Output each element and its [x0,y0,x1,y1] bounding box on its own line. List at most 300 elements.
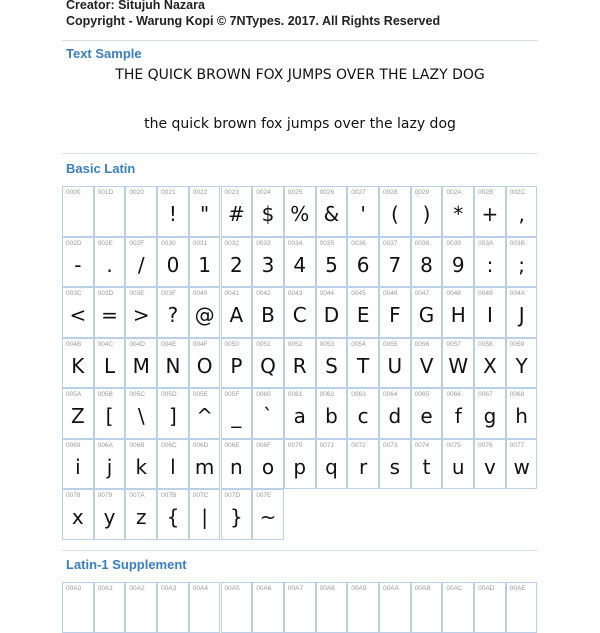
glyph-code: 00A2 [129,585,145,592]
glyph-char: M [132,353,150,378]
glyph-code: 0028 [383,189,398,196]
glyph-cell [474,237,506,288]
glyph-cell [506,237,538,288]
sample-lowercase: the quick brown fox jumps over the lazy dog [144,116,456,132]
glyph-code: 007B [161,492,177,499]
glyph-code: 002C [509,189,526,196]
glyph-char: ) [422,202,431,226]
glyph-cell [474,388,506,439]
section-title-latin1: Latin-1 Supplement [66,557,187,572]
glyph-cell [221,489,253,540]
glyph-char: G [418,303,435,327]
glyph-cell [62,582,94,633]
glyph-code: 0057 [446,340,461,348]
glyph-cell [94,582,126,633]
glyph-code: 0062 [319,391,335,398]
glyph-cell [94,237,126,288]
glyph-code: 0023 [224,189,239,196]
glyph-cell [347,582,379,633]
glyph-cell [347,388,379,439]
glyph-char: [ [105,404,114,428]
glyph-char: F [389,303,401,327]
glyph-code: 0027 [351,189,366,196]
glyph-cell [157,338,189,389]
glyph-cell [125,186,157,237]
glyph-code: 0058 [478,340,493,348]
glyph-char: N [165,353,181,378]
glyph-code: 004E [161,340,177,348]
glyph-cell [316,338,348,389]
section-title-text-sample: Text Sample [66,46,142,61]
glyph-char: w [513,454,530,479]
glyph-code: 0059 [509,340,525,348]
glyph-code: 0025 [287,189,303,196]
glyph-char: $ [261,202,275,226]
glyph-char: 4 [293,252,307,277]
divider [62,550,538,551]
glyph-cell [125,388,157,439]
glyph-cell [506,338,538,389]
glyph-code: 001D [97,189,114,196]
glyph-cell [316,582,348,633]
glyph-char: > [132,303,150,327]
glyph-cell [189,439,221,490]
glyph-code: 0078 [66,492,81,499]
glyph-char: I [486,303,493,327]
glyph-cell [157,237,189,288]
glyph-char: \ [137,404,145,428]
sample-uppercase: THE QUICK BROWN FOX JUMPS OVER THE LAZY DOG [115,67,485,83]
glyph-code: 0045 [351,290,366,297]
glyph-code: 0056 [414,340,430,348]
glyph-cell [157,287,189,338]
glyph-cell [347,338,379,389]
glyph-char: m [194,454,215,479]
glyph-code: 0074 [414,441,430,449]
glyph-cell [442,582,474,633]
glyph-cell [125,489,157,540]
glyph-code: 0067 [478,391,493,398]
glyph-char: 8 [420,252,433,277]
glyph-cell [284,388,316,439]
glyph-cell [442,388,474,439]
glyph-cell [506,439,538,490]
glyph-code: 00AA [383,585,399,592]
glyph-cell [316,186,348,237]
glyph-cell [379,582,411,633]
glyph-char: 6 [356,252,370,277]
glyph-char: C [292,303,307,327]
glyph-char: Z [70,404,85,428]
divider [62,153,538,154]
glyph-code: 0044 [319,290,335,297]
glyph-cell [221,287,253,338]
glyph-char: W [448,353,469,378]
glyph-char: t [422,454,431,479]
glyph-cell [157,439,189,490]
glyph-char: g [483,404,497,428]
glyph-char: - [74,252,82,277]
glyph-cell [252,582,284,633]
glyph-cell [347,186,379,237]
glyph-char: f [454,404,462,428]
glyph-char: d [388,404,402,428]
glyph-cell [474,186,506,237]
glyph-code: 0049 [478,290,493,297]
glyph-char: 9 [451,252,465,277]
glyph-code: 0068 [509,391,525,398]
glyph-code: 0063 [351,391,366,398]
glyph-code: 0036 [351,239,366,247]
glyph-char: L [103,353,116,378]
glyph-char: Q [260,353,276,378]
glyph-cell [316,439,348,490]
glyph-cell [62,489,94,540]
glyph-char: V [419,353,434,378]
glyph-char: z [135,505,147,529]
glyph-cell [316,287,348,338]
glyph-code: 005A [66,391,82,398]
glyph-code: 0066 [446,391,461,398]
glyph-char: 7 [388,252,402,277]
glyph-code: 0072 [351,441,366,449]
glyph-cell [94,489,126,540]
glyph-cell [506,388,538,439]
glyph-char: _ [231,404,242,428]
glyph-char: { [166,505,180,529]
glyph-char: 0 [166,252,180,277]
glyph-cell [125,582,157,633]
glyph-cell [252,489,284,540]
glyph-cell [442,439,474,490]
glyph-char: H [450,303,466,327]
glyph-cell [221,338,253,389]
glyph-code: 00AD [478,585,495,592]
glyph-char: 5 [325,252,338,277]
glyph-code: 005D [161,391,177,398]
glyph-char: ; [518,252,526,277]
glyph-char: u [451,454,465,479]
glyph-code: 0030 [161,239,176,247]
glyph-char: P [230,353,243,378]
glyph-char: } [229,505,243,529]
glyph-char: R [292,353,307,378]
glyph-char: + [481,202,499,226]
glyph-cell [94,287,126,338]
glyph-char: . [106,252,113,277]
glyph-cell [474,338,506,389]
glyph-code: 0042 [256,290,271,297]
glyph-char: 1 [198,252,211,277]
glyph-cell [379,338,411,389]
glyph-code: 0040 [192,290,208,297]
glyph-code: 003A [478,239,494,247]
glyph-char: s [389,454,401,479]
glyph-cell [189,388,221,439]
glyph-char: J [518,303,525,327]
glyph-cell [284,582,316,633]
glyph-cell [506,582,538,633]
glyph-code: 006E [224,441,240,449]
glyph-char: & [323,202,340,226]
glyph-cell [189,582,221,633]
glyph-code: 00A5 [224,585,240,592]
glyph-char: B [261,303,275,327]
glyph-cell [284,186,316,237]
glyph-cell [62,186,94,237]
glyph-code: 003E [129,290,145,297]
glyph-code: 005B [97,391,113,398]
glyph-char: , [518,202,525,226]
glyph-code: 002E [97,239,113,247]
glyph-char: A [229,303,244,327]
glyph-code: 0077 [509,441,525,449]
glyph-code: 005E [192,391,208,398]
glyph-cell [347,287,379,338]
glyph-code: 004D [129,340,145,348]
glyph-cell [62,287,94,338]
glyph-code: 0079 [97,492,113,499]
glyph-cell [379,186,411,237]
glyph-cell [442,237,474,288]
glyph-code: 0024 [256,189,271,196]
glyph-cell [347,237,379,288]
glyph-code: 0070 [287,441,303,449]
glyph-code: 002A [446,189,462,196]
glyph-char: | [201,505,209,529]
divider [62,40,538,41]
glyph-cell [157,489,189,540]
glyph-char: ( [390,202,399,226]
glyph-cell [94,338,126,389]
glyph-char: " [200,202,210,226]
glyph-cell [62,439,94,490]
glyph-code: 00AC [446,585,463,592]
glyph-char: * [453,202,464,226]
glyph-cell [221,582,253,633]
glyph-code: 0060 [256,391,271,398]
glyph-code: 0029 [414,189,430,196]
glyph-char: y [103,505,116,529]
glyph-cell [506,186,538,237]
glyph-code: 0020 [129,189,144,196]
glyph-cell [221,388,253,439]
glyph-cell [474,582,506,633]
glyph-code: 00A9 [351,585,367,592]
glyph-char: j [106,454,113,479]
glyph-char: x [71,505,84,529]
glyph-code: 007A [129,492,145,499]
glyph-code: 0039 [446,239,461,247]
glyph-code: 0054 [351,340,366,348]
glyph-code: 0026 [319,189,335,196]
glyph-cell [442,338,474,389]
glyph-code: 00A6 [256,585,272,592]
glyph-cell [252,237,284,288]
glyph-code: 004C [97,340,114,348]
glyph-code: 002B [478,189,494,196]
glyph-code: 0051 [256,340,271,348]
glyph-cell [411,186,443,237]
glyph-cell [189,237,221,288]
glyph-char: K [71,353,85,378]
glyph-cell [316,388,348,439]
glyph-char: ] [169,404,177,428]
glyph-code: 00A4 [192,585,208,592]
glyph-cell [189,489,221,540]
glyph-code: 0052 [287,340,303,348]
glyph-cell [189,338,221,389]
glyph-cell [62,388,94,439]
glyph-cell [411,439,443,490]
copyright-line: Copyright - Warung Kopi © 7NTypes. 2017. All Rights Reserved [66,14,441,28]
glyph-code: 00A7 [287,585,304,592]
glyph-char: p [293,454,307,479]
glyph-code: 005F [224,391,240,398]
glyph-code: 0031 [192,239,208,247]
glyph-code: 00A1 [97,585,113,592]
glyph-cell [157,582,189,633]
glyph-code: 0050 [224,340,239,348]
glyph-cell [379,439,411,490]
glyph-char: ^ [196,404,214,428]
glyph-char: T [357,353,370,378]
section-title-basic-latin: Basic Latin [66,161,136,176]
glyph-code: 004A [509,290,525,297]
glyph-char: = [101,303,118,327]
glyph-char: U [387,353,403,378]
glyph-code: 0033 [256,239,271,247]
glyph-code: 002F [129,239,145,247]
glyph-code: 0053 [319,340,335,348]
glyph-cell [189,186,221,237]
glyph-code: 0038 [414,239,430,247]
glyph-cell [221,186,253,237]
glyph-code: 0037 [383,239,398,247]
glyph-cell [125,338,157,389]
glyph-code: 0075 [446,441,461,449]
glyph-char: i [75,454,81,479]
glyph-code: 0035 [319,239,335,247]
glyph-code: 0047 [414,290,430,297]
glyph-cell [221,439,253,490]
glyph-char: E [356,303,370,327]
glyph-char: e [420,404,433,428]
glyph-code: 00AB [414,585,431,592]
glyph-char: ? [167,303,179,327]
glyph-cell [442,287,474,338]
glyph-cell [284,439,316,490]
glyph-cell [94,388,126,439]
glyph-cell [316,237,348,288]
glyph-char: : [486,252,494,277]
glyph-code: 0055 [383,340,398,348]
glyph-code: 0076 [478,441,493,449]
glyph-cell [379,237,411,288]
glyph-code: 0064 [383,391,398,398]
glyph-char: Y [515,353,528,378]
glyph-char: X [483,353,497,378]
glyph-cell [94,439,126,490]
glyph-code: 0041 [224,290,239,297]
glyph-char: l [170,454,176,479]
glyph-code: 0032 [224,239,239,247]
glyph-char: ~ [259,505,277,529]
glyph-cell [252,388,284,439]
glyph-code: 005C [129,391,145,398]
glyph-code: 0046 [383,290,398,297]
glyph-char: h [515,404,528,428]
glyph-code: 0021 [161,189,176,196]
glyph-cell [252,338,284,389]
glyph-char: @ [194,303,215,327]
glyph-code: 0069 [66,441,81,449]
glyph-code: 0071 [319,441,335,449]
glyph-cell [94,186,126,237]
glyph-code: 007E [256,492,272,499]
glyph-cell [442,186,474,237]
glyph-code: 003F [161,290,176,297]
glyph-char: n [230,454,243,479]
glyph-code: 004F [192,340,208,348]
glyph-code: 006A [97,441,113,449]
glyph-char: 3 [261,252,275,277]
glyph-cell [379,388,411,439]
glyph-char: 2 [229,252,243,277]
glyph-code: 007C [192,492,209,499]
glyph-cell [252,287,284,338]
glyph-code: 0022 [192,189,208,196]
glyph-code: 007D [224,492,241,499]
glyph-code: 0034 [287,239,303,247]
glyph-cell [252,439,284,490]
glyph-char: k [135,454,148,479]
glyph-char: # [227,202,245,226]
glyph-char: r [359,454,368,479]
glyph-cell [411,388,443,439]
glyph-code: 003D [97,290,114,297]
glyph-char: ! [168,202,177,226]
glyph-code: 00A3 [161,585,177,592]
glyph-cell [125,237,157,288]
glyph-cell [189,287,221,338]
glyph-code: 0065 [414,391,430,398]
glyph-cell [157,388,189,439]
glyph-code: 006B [129,441,145,449]
glyph-cell [379,287,411,338]
glyph-char: D [323,303,340,327]
glyph-cell [62,237,94,288]
glyph-cell [125,287,157,338]
glyph-code: 003C [66,290,82,297]
glyph-cell [125,439,157,490]
glyph-char: < [69,303,87,327]
glyph-cell [284,338,316,389]
glyph-cell [221,237,253,288]
glyph-code: 006D [192,441,209,449]
glyph-cell [62,338,94,389]
glyph-code: 0061 [287,391,303,398]
glyph-cell [411,237,443,288]
glyph-cell [347,439,379,490]
glyph-code: 0073 [383,441,398,449]
glyph-char: b [325,404,338,428]
glyph-char: ` [263,404,274,428]
glyph-char: q [325,454,338,479]
glyph-code: 006C [161,441,177,449]
glyph-code: 002D [66,239,82,247]
glyph-char: S [325,353,338,378]
